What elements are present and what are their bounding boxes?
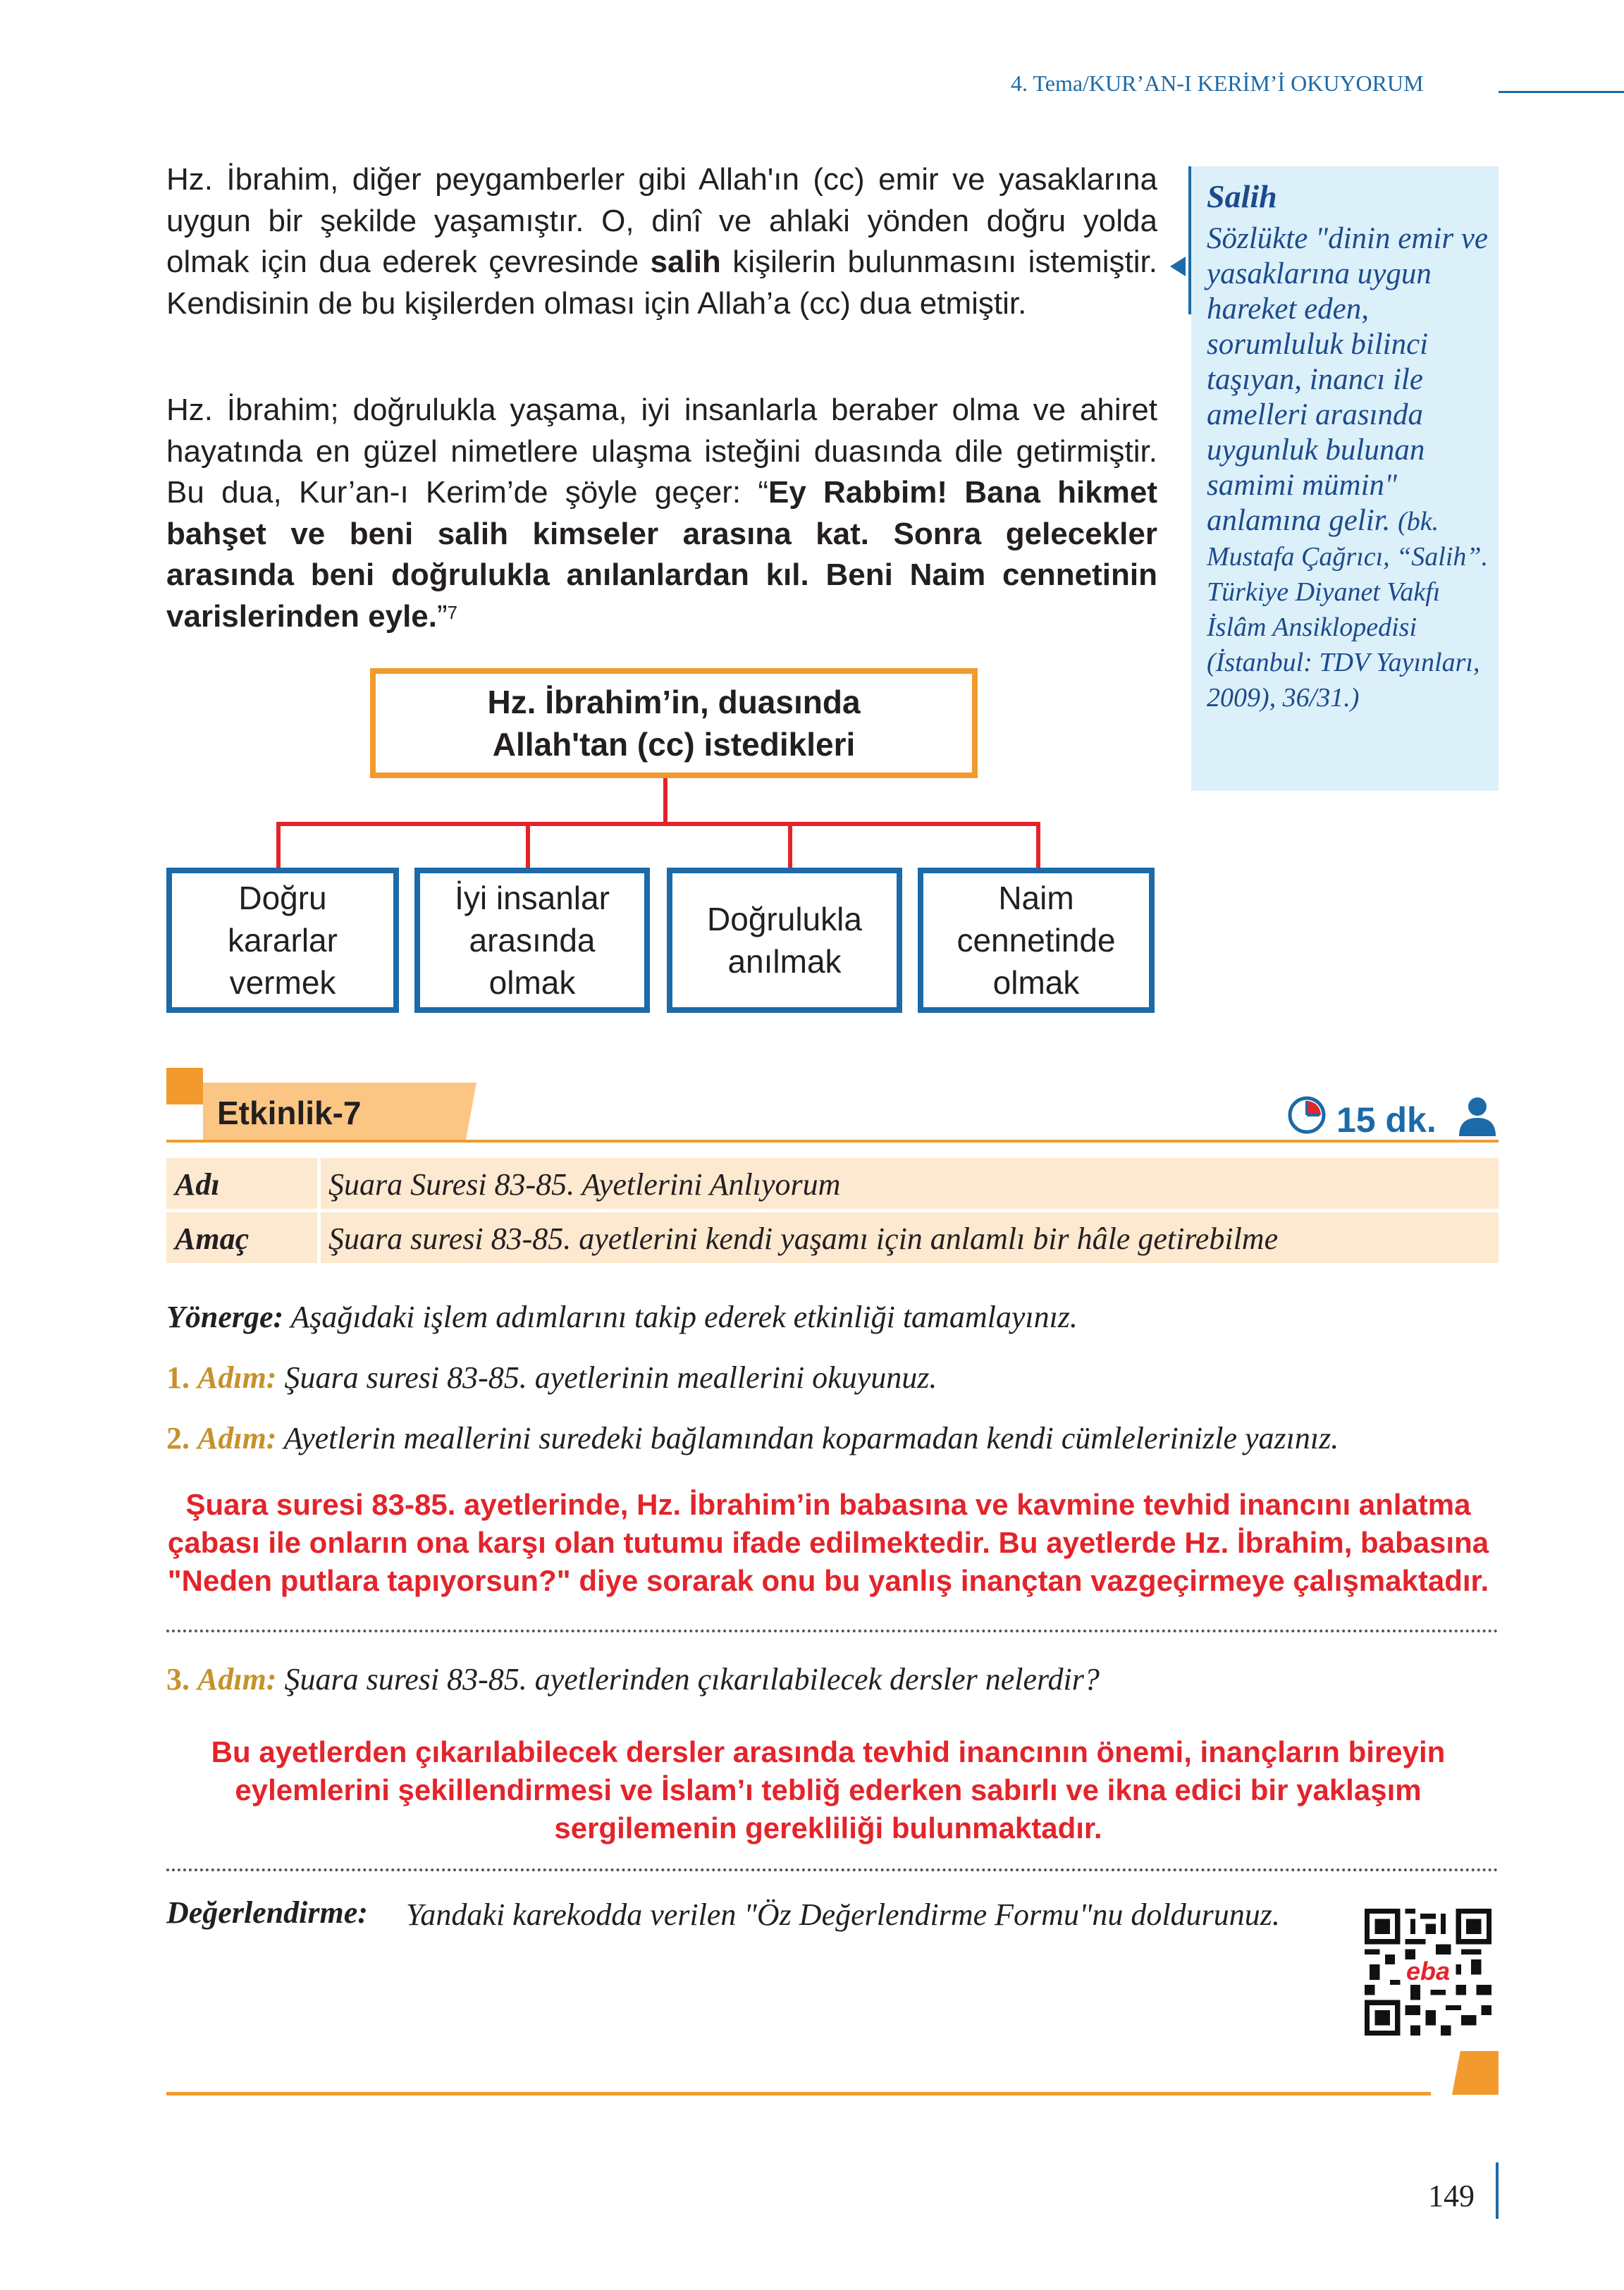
step-1: 1. Adım: Şuara suresi 83-85. ayetlerinin meallerini okuyunuz.: [166, 1360, 937, 1395]
sidebar-pointer-icon: [1170, 257, 1186, 276]
diagram-connector: [526, 822, 530, 868]
footer-rule: [166, 2092, 1431, 2095]
diagram-connector: [663, 778, 668, 825]
paragraph-2: Hz. İbrahim; doğrulukla yaşama, iyi insanlarla beraber olma ve ahiret hayatında en güzel nimetlere ulaşma isteğini duasında dile getirmiştir. Bu dua, Kur’an-ı Kerim’de şöyle geçer: “Ey Rabbim! Bana hikmet bahşet ve beni salih kimseler arasına kat. Sonra gelecekler arasında beni doğrulukla anılanlardan kıl. Beni Naim cennetinin varislerinden eyle.”$^7$: [166, 393, 1157, 634]
activity-marker: [166, 1068, 203, 1104]
diagram-connector: [788, 822, 792, 868]
page-number-rule: [1496, 2162, 1499, 2219]
qr-code-icon[interactable]: [1365, 1909, 1491, 2036]
diagram-connector: [276, 822, 281, 868]
footer-marker: [1452, 2051, 1499, 2095]
person-icon: [1456, 1095, 1499, 1138]
diagram-connector: [276, 822, 1040, 826]
glossary-definition: Sözlükte "dinin emir ve yasaklarına uygun hareket eden, sorumluluk bilinci taşıyan, inancı ile amelleri arasında uygunluk bulunan samimi mümin" anlamına gelir. (bk. Mustafa Çağrıcı, “Salih”. Türkiye Diyanet Vakfı İslâm Ansiklopedisi (İstanbul: TDV Yayınları, 2009), 36/31.): [1207, 222, 1489, 713]
glossary-sidebar: [1191, 166, 1499, 791]
answer-1: Şuara suresi 83-85. ayetlerinde, Hz. İbrahim’in babasına ve kavmine tevhid inancını anlatma çabası ile onların ona karşı olan tutumu ifade edilmektedir. Bu ayetlerde Hz. İbrahim, babasına "Neden putlara tapıyorsun?" diye sorarak onu bu yanlış inançtan vazgeçirmeye çalışmaktadır.: [167, 1488, 1489, 1597]
glossary-term: Salih: [1207, 178, 1277, 214]
answer-2: Bu ayetlerden çıkarılabilecek dersler arasında tevhid inancının önemi, inançların bireyin eylemlerini şekillendirmesi ve İslam’ı tebliğ ederken sabırlı ve ikna edici bir yaklaşım sergilemenin gerekliliği bulunmaktadır.: [211, 1735, 1446, 1845]
header-rule: [1499, 91, 1624, 93]
diagram-connector: [1036, 822, 1040, 868]
diagram-root-box: Hz. İbrahim’in, duasında Allah'tan (cc) istedikleri: [370, 668, 978, 778]
diagram-child-box: İyi insanlar arasında olmak: [414, 868, 650, 1013]
activity-title: Etkinlik-7: [217, 1095, 362, 1131]
activity-duration: 15 dk.: [1336, 1100, 1437, 1140]
answer-line: [166, 1869, 1499, 1871]
evaluation: Değerlendirme: Yandaki karekodda verilen "Öz Değerlendirme Formu"nu doldurunuz.: [166, 1895, 1280, 1932]
qr-logo-text: eba: [1405, 1956, 1451, 1986]
diagram-child-box: Doğrulukla anılmak: [667, 868, 902, 1013]
diagram-child-box: Doğru kararlar vermek: [166, 868, 399, 1013]
sidebar-accent-bar: [1188, 166, 1191, 314]
activity-row-goal: Amaç Şuara suresi 83-85. ayetlerini kendi yaşamı için anlamlı bir hâle getirebilme: [166, 1212, 1499, 1263]
header-theme: 4. Tema/KUR’AN-I KERİM’İ OKUYORUM: [1011, 70, 1424, 96]
activity-row-name: Adı Şuara Suresi 83-85. Ayetlerini Anlıyorum: [166, 1158, 1499, 1209]
running-header: [916, 69, 1487, 104]
clock-icon: [1287, 1095, 1327, 1135]
step-2: 2. Adım: Ayetlerin meallerini suredeki bağlamından koparmadan kendi cümlelerinizle yazınız.: [166, 1421, 1339, 1455]
paragraph-1: Hz. İbrahim, diğer peygamberler gibi Allah'ın (cc) emir ve yasaklarına uygun bir şekilde yaşamıştır. O, dinî ve ahlaki yönden doğru yolda olmak için dua ederek çevresinde salih kişilerin bulunmasını istemiştir. Kendisinin de bu kişilerden olması için Allah’a (cc) dua etmiştir.: [166, 162, 1157, 321]
diagram-child-box: Naim cennetinde olmak: [918, 868, 1155, 1013]
activity-rule: [166, 1140, 1499, 1143]
glossary-source: (bk. Mustafa Çağrıcı, “Salih”. Türkiye Diyanet Vakfı İslâm Ansiklopedisi (İstanbul: TDV Yayınları, 2009), 36/31.): [1207, 507, 1489, 713]
step-3: 3. Adım: Şuara suresi 83-85. ayetlerinden çıkarılabilecek dersler nelerdir?: [166, 1662, 1100, 1697]
answer-line: [166, 1630, 1499, 1632]
instruction: Yönerge: Aşağıdaki işlem adımlarını takip ederek etkinliği tamamlayınız.: [166, 1300, 1078, 1334]
page-number: 149: [1428, 2179, 1475, 2213]
